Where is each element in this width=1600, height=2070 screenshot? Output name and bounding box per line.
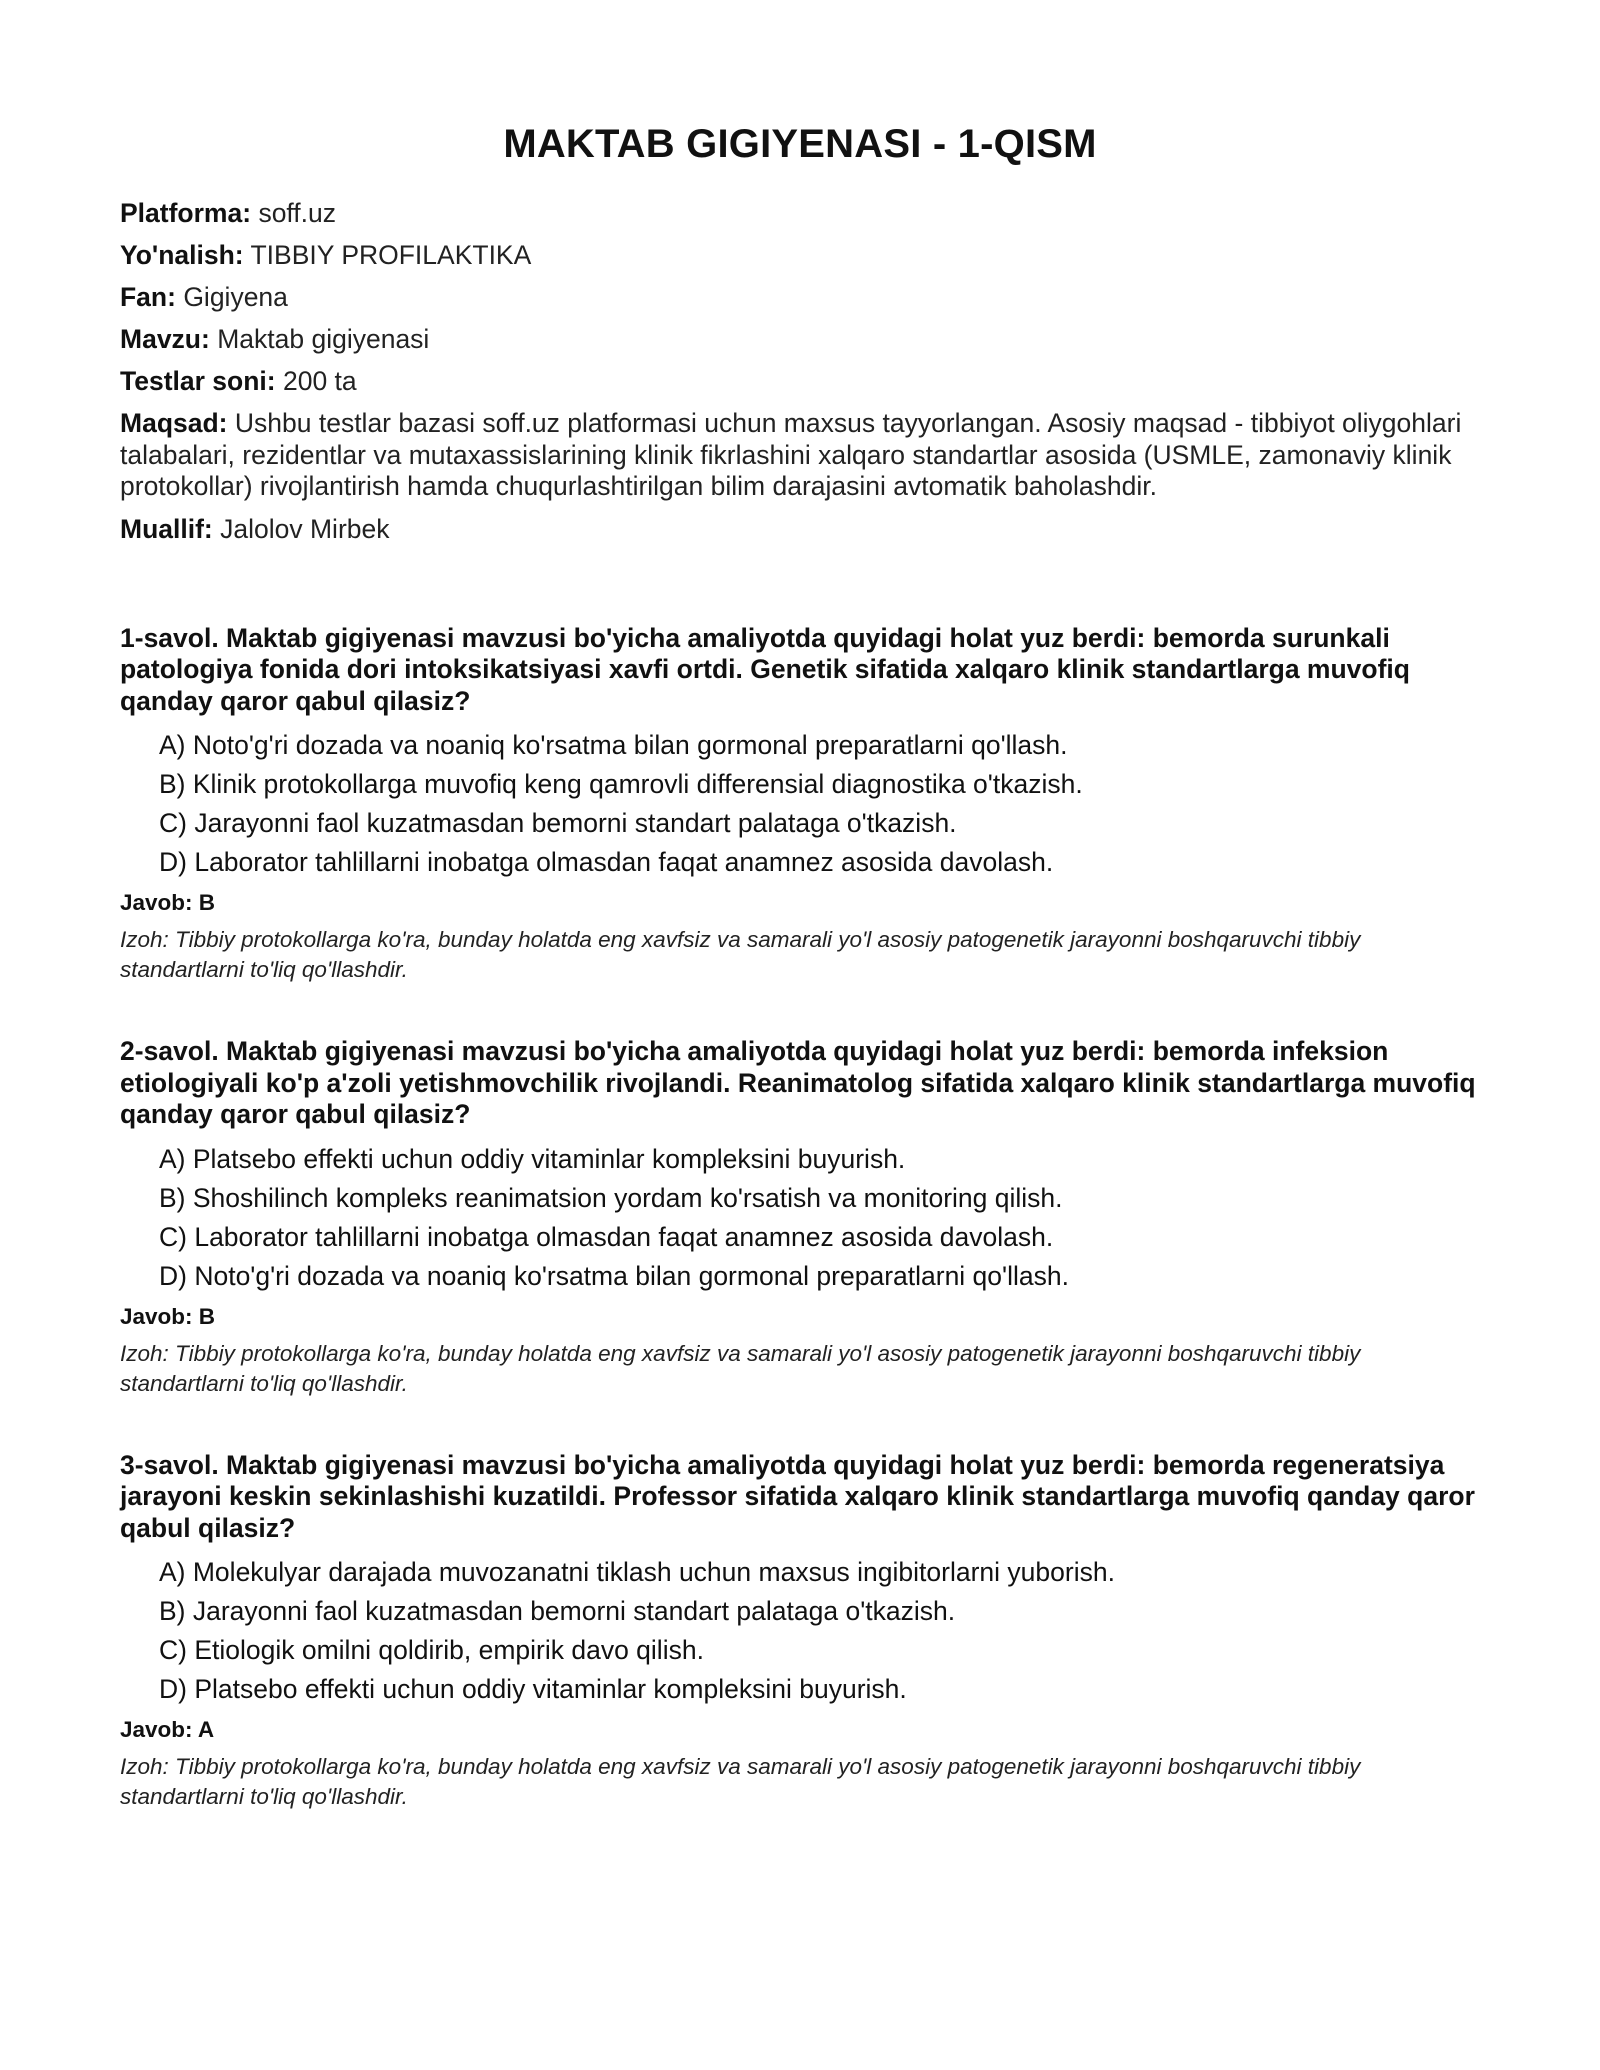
option-d: D) Laborator tahlillarni inobatga olmasdan faqat anamnez asosida davolash. (159, 847, 1054, 877)
meta-tests-value: 200 ta (282, 366, 357, 396)
answer-options (120, 1144, 1480, 1292)
question-3 (120, 1450, 1480, 1813)
explanation-note: Izoh: Tibbiy protokollarga ko'ra, bunday holatda eng xavfsiz va samarali yo'l asosiy patogenetik jarayonni boshqaruvchi tibbiy standartlarni to'liq qo'llashdir. (120, 927, 1361, 982)
answer-options (120, 730, 1480, 878)
meta-tests-label: Testlar soni: (120, 366, 276, 396)
answer-options (120, 1557, 1480, 1705)
option-c: C) Jarayonni faol kuzatmasdan bemorni standart palataga o'tkazish. (159, 808, 957, 838)
question-heading: 1-savol. Maktab gigiyenasi mavzusi bo'yicha amaliyotda quyidagi holat yuz berdi: bemorda surunkali patologiya fonida dori intoksikatsiyasi xavfi ortdi. Genetik sifatida xalqaro klinik standartlarga muvofiq qanday qaror qabul qilasiz? (120, 622, 1410, 716)
meta-author-value: Jalolov Mirbek (220, 513, 390, 544)
correct-answer: Javob: B (120, 890, 216, 915)
meta-topic (120, 324, 1480, 355)
meta-topic-label: Mavzu: (120, 324, 210, 354)
option-b: B) Shoshilinch kompleks reanimatsion yordam ko'rsatish va monitoring qilish. (159, 1182, 1063, 1213)
meta-platform-label: Platforma: (120, 198, 252, 228)
option-a: A) Molekulyar darajada muvozanatni tiklash uchun maxsus ingibitorlarni yuborish. (159, 1557, 1115, 1587)
meta-subject-label: Fan: (120, 282, 176, 312)
meta-direction (120, 240, 1480, 271)
question-heading: 3-savol. Maktab gigiyenasi mavzusi bo'yicha amaliyotda quyidagi holat yuz berdi: bemorda regeneratsiya jarayoni keskin sekinlashishi kuzatildi. Professor sifatida xalqaro klinik standartlarga muvofiq qanday qaror qabul qilasiz? (120, 1449, 1475, 1543)
meta-goal-label: Maqsad: (120, 408, 228, 438)
meta-goal-value: Ushbu testlar bazasi soff.uz platformasi uchun maxsus tayyorlangan. Asosiy maqsad - tibbiyot oliygohlari talabalari, rezidentlar va mutaxassislarining klinik fikrlashini xalqaro standartlar asosida (USMLE, zamonaviy klinik protokollar) rivojlantirish hamda chuqurlashtirilgan bilim darajasini avtomatik baholashdir. (120, 408, 1462, 501)
meta-platform (120, 198, 1480, 229)
meta-direction-value: TIBBIY PROFILAKTIKA (250, 240, 532, 270)
meta-tests-count (120, 366, 1480, 397)
question-2 (120, 1036, 1480, 1399)
explanation-note: Izoh: Tibbiy protokollarga ko'ra, bunday holatda eng xavfsiz va samarali yo'l asosiy patogenetik jarayonni boshqaruvchi tibbiy standartlarni to'liq qo'llashdir. (120, 1340, 1361, 1396)
document-title: MAKTAB GIGIYENASI - 1-QISM (503, 122, 1097, 166)
option-b: B) Klinik protokollarga muvofiq keng qamrovli differensial diagnostika o'tkazish. (159, 769, 1083, 799)
meta-topic-value: Maktab gigiyenasi (217, 324, 430, 354)
option-c: C) Laborator tahlillarni inobatga olmasdan faqat anamnez asosida davolash. (159, 1221, 1054, 1252)
meta-direction-label: Yo'nalish: (120, 240, 244, 270)
option-b: B) Jarayonni faol kuzatmasdan bemorni standart palataga o'tkazish. (159, 1596, 956, 1626)
meta-subject (120, 282, 1480, 313)
meta-author (120, 514, 1480, 545)
questions-list (120, 623, 1480, 1813)
option-a: A) Noto'g'ri dozada va noaniq ko'rsatma bilan gormonal preparatlarni qo'llash. (159, 730, 1068, 760)
document-meta (120, 198, 1480, 545)
option-a: A) Platsebo effekti uchun oddiy vitaminlar kompleksini buyurish. (159, 1143, 906, 1174)
option-d: D) Noto'g'ri dozada va noaniq ko'rsatma bilan gormonal preparatlarni qo'llash. (159, 1260, 1069, 1291)
option-c: C) Etiologik omilni qoldirib, empirik davo qilish. (159, 1635, 704, 1665)
meta-subject-value: Gigiyena (183, 282, 288, 312)
question-heading: 2-savol. Maktab gigiyenasi mavzusi bo'yicha amaliyotda quyidagi holat yuz berdi: bemorda infeksion etiologiyali ko'p a'zoli yetishmovchilik rivojlandi. Reanimatolog sifatida xalqaro klinik standartlarga muvofiq qanday qaror qabul qilasiz? (120, 1036, 1476, 1129)
meta-goal (120, 408, 1480, 503)
explanation-note: Izoh: Tibbiy protokollarga ko'ra, bunday holatda eng xavfsiz va samarali yo'l asosiy patogenetik jarayonni boshqaruvchi tibbiy standartlarni to'liq qo'llashdir. (120, 1754, 1361, 1809)
question-1 (120, 623, 1480, 986)
meta-platform-value: soff.uz (258, 198, 337, 228)
option-d: D) Platsebo effekti uchun oddiy vitaminlar kompleksini buyurish. (159, 1674, 907, 1704)
correct-answer: Javob: A (120, 1717, 215, 1742)
correct-answer: Javob: B (120, 1303, 216, 1329)
meta-author-label: Muallif: (120, 513, 213, 544)
